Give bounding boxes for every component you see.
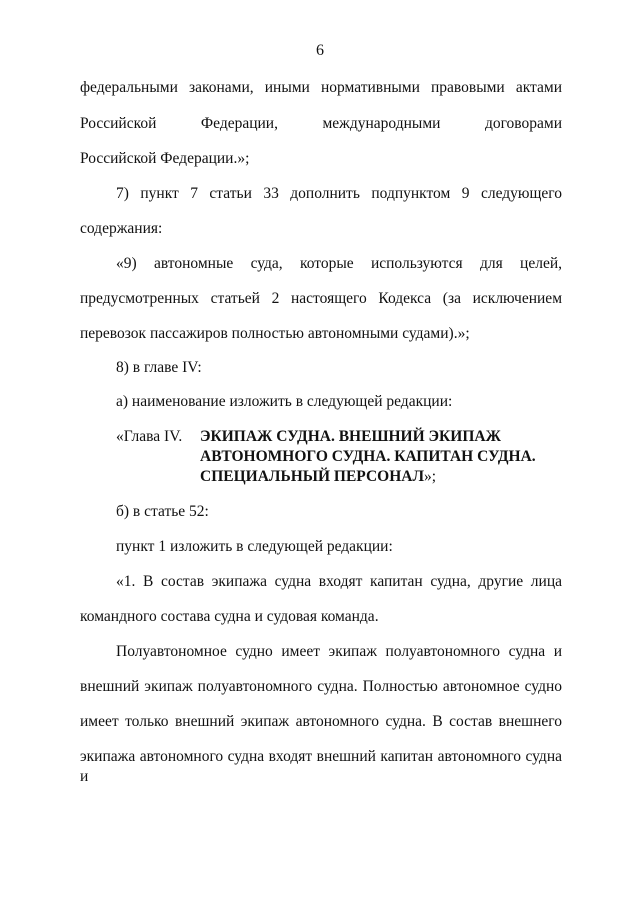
text-line: внешний экипаж полуавтономного судна. Полностью автономное судно [80, 678, 562, 695]
text-line: Полуавтономное судно имеет экипаж полуавтономного судна и [116, 643, 562, 660]
chapter-title-line: АВТОНОМНОГО СУДНА. КАПИТАН СУДНА. [200, 448, 536, 465]
text-line: б) в статье 52: [116, 503, 209, 520]
chapter-title-text: СПЕЦИАЛЬНЫЙ ПЕРСОНАЛ [200, 468, 425, 485]
text-line: Российской Федерации.»; [80, 150, 250, 167]
text-line: предусмотренных статьей 2 настоящего Кодекса (за исключением [80, 290, 562, 307]
text-line: экипажа автономного судна входят внешний капитан автономного судна и [80, 748, 562, 785]
page-number: 6 [316, 42, 324, 59]
text-line: «1. В состав экипажа судна входят капитан судна, другие лица [116, 573, 562, 590]
text-line: а) наименование изложить в следующей редакции: [116, 393, 453, 410]
text-line: 7) пункт 7 статьи 33 дополнить подпунктом 9 следующего [116, 185, 562, 202]
text-line: содержания: [80, 220, 163, 237]
text-line: федеральными законами, иными нормативными правовыми актами [80, 79, 562, 96]
text-line: 8) в главе IV: [116, 359, 202, 376]
text-line: командного состава судна и судовая команда. [80, 608, 379, 625]
chapter-title-line [200, 467, 436, 487]
text-line: перевозок пассажиров полностью автономными судами).»; [80, 325, 470, 342]
chapter-title-line: ЭКИПАЖ СУДНА. ВНЕШНИЙ ЭКИПАЖ [200, 428, 501, 445]
chapter-title-end: »; [424, 468, 437, 485]
text-line: «9) автономные суда, которые используются для целей, [116, 255, 562, 272]
text-line: имеет только внешний экипаж автономного судна. В состав внешнего [80, 713, 562, 730]
chapter-label: «Глава IV. [116, 428, 183, 445]
text-line: Российской Федерации, международными договорами [80, 115, 562, 132]
text-line: пункт 1 изложить в следующей редакции: [116, 538, 393, 555]
